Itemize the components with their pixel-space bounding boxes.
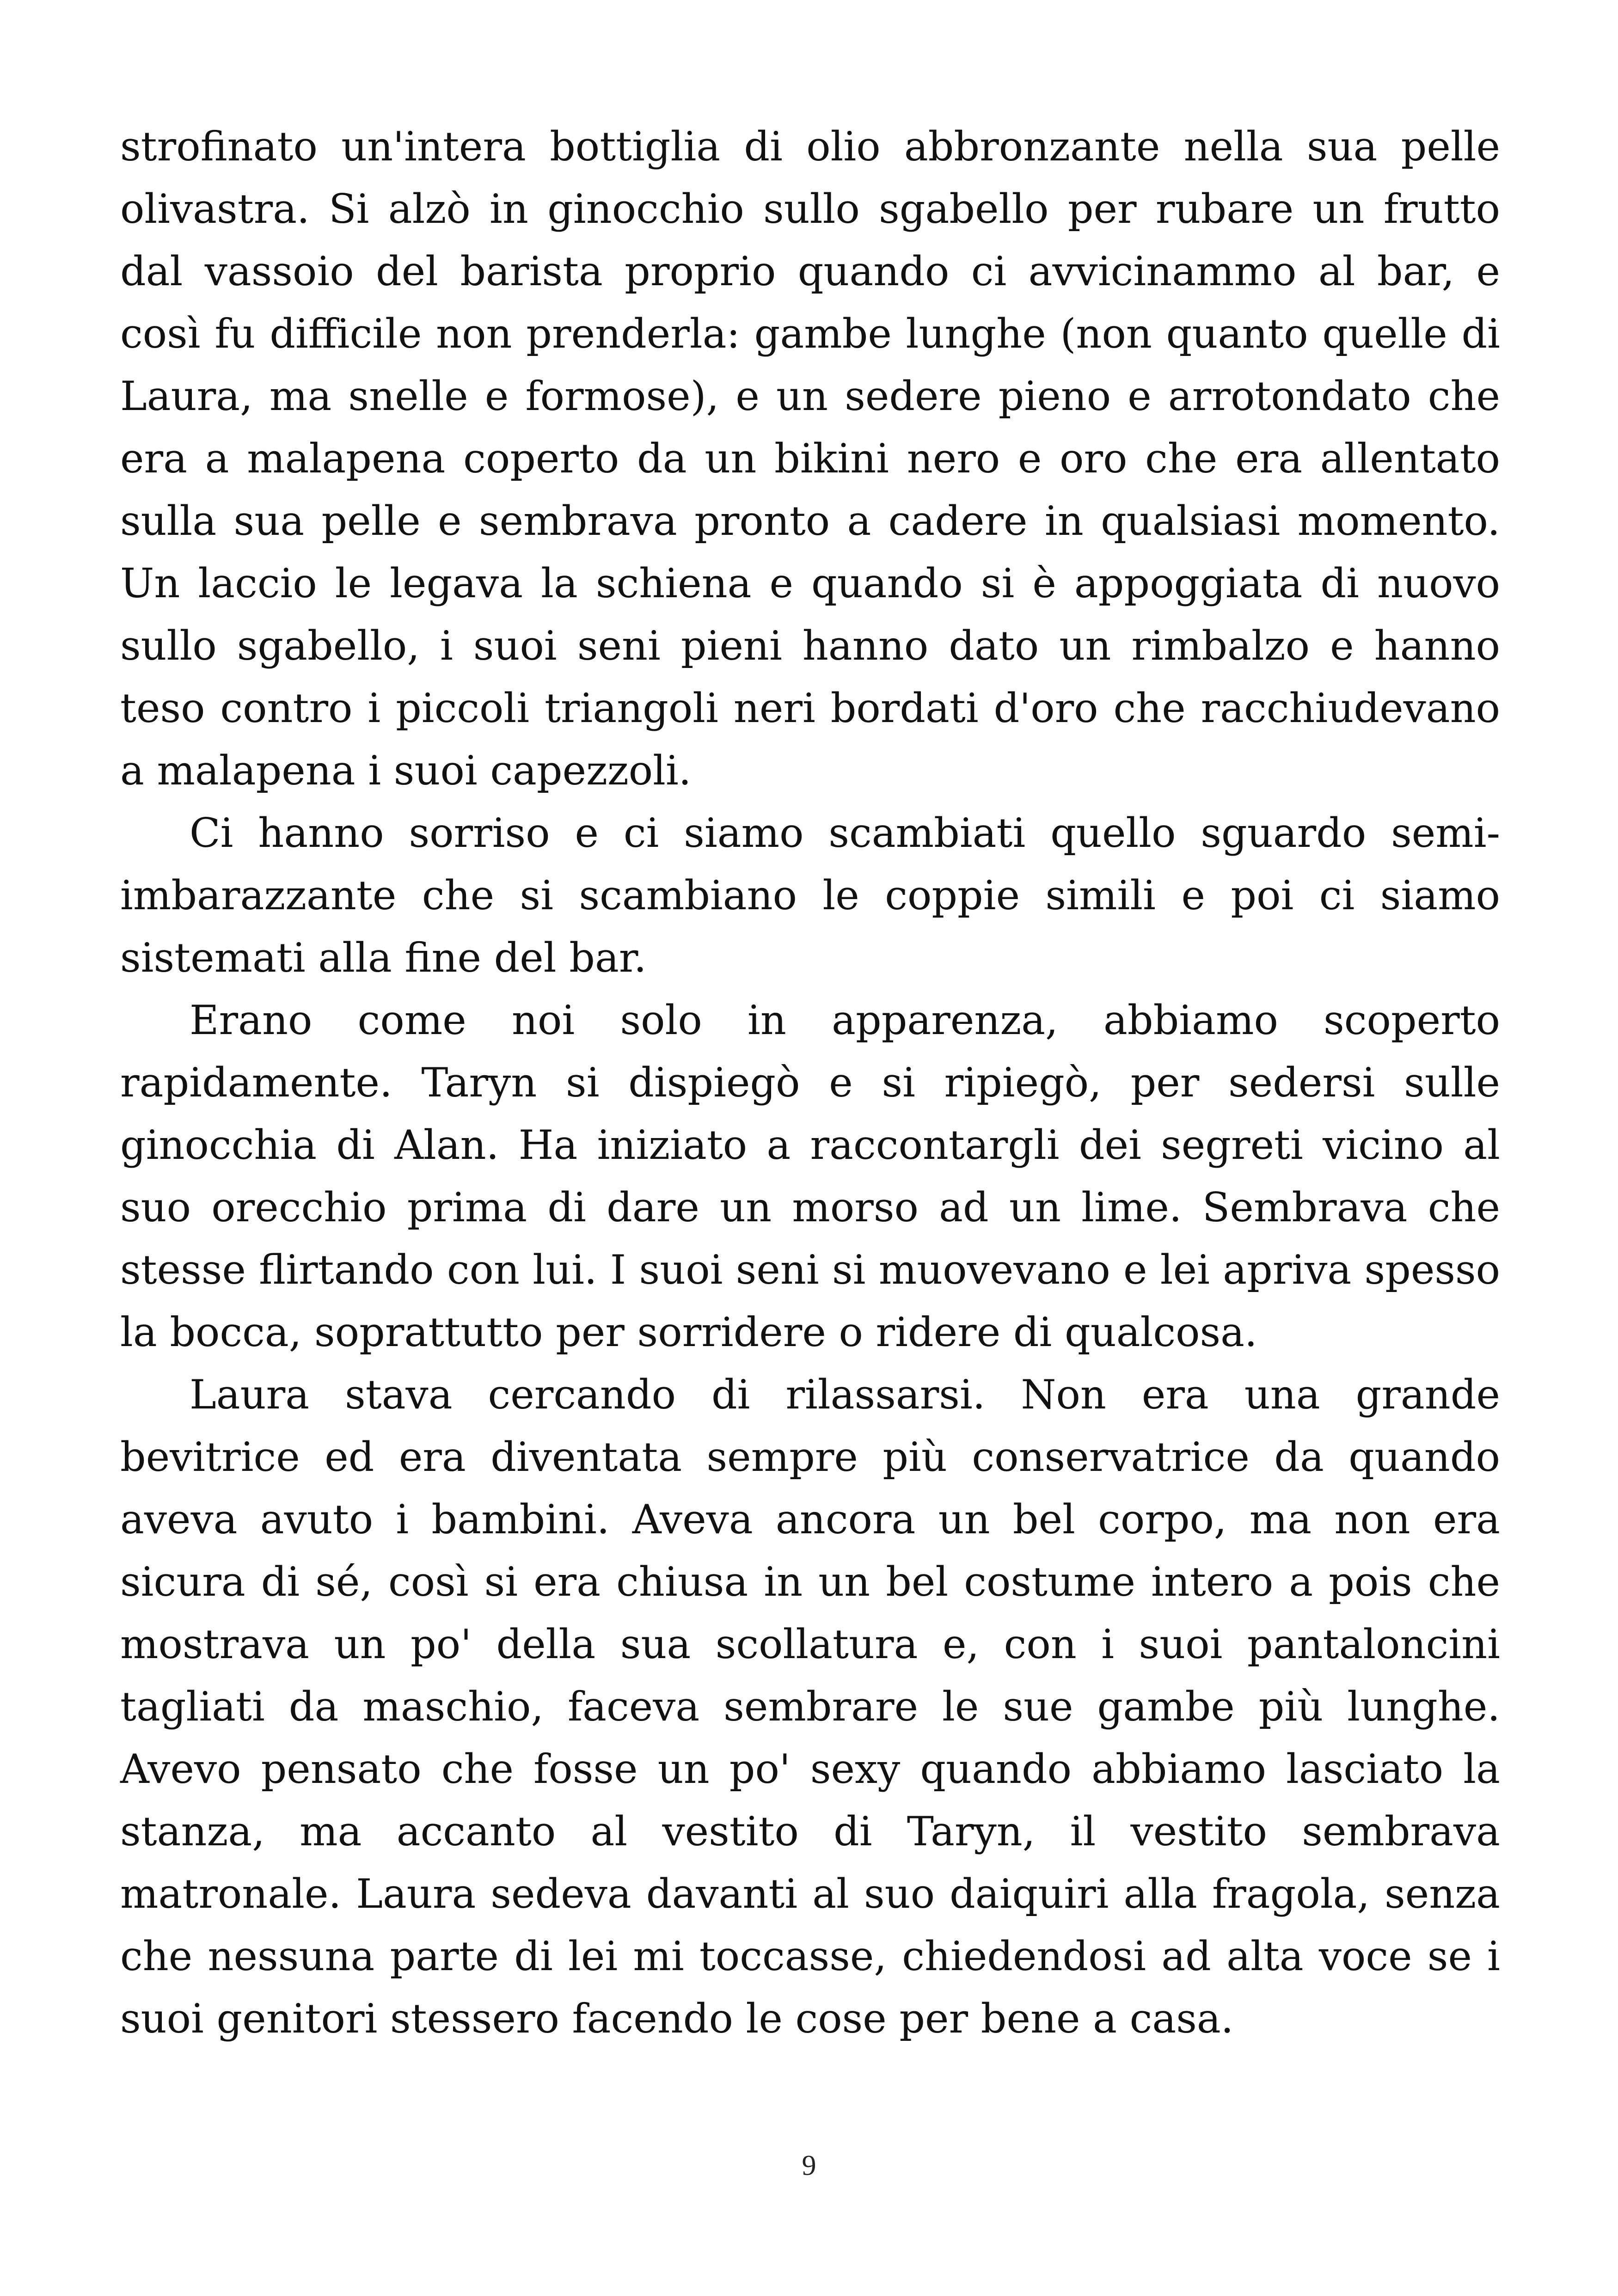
paragraph-continued: strofinato un'intera bottiglia di olio abbronzante nella sua pelle olivastra. Si alzò in ginocchio sullo sgabello per rubare un frutto dal vassoio del barista proprio quando ci avvicinammo al bar, e così fu difficile non prenderla: gambe lunghe (non quanto quelle di Laura, ma snelle e formose), e un sedere pieno e arrotondato che era a malapena coperto da un bikini nero e oro che era allentato sulla sua pelle e sembrava pronto a cadere in qualsiasi momento. Un laccio le legava la schiena e quando si è appoggiata di nuovo sullo sgabello, i suoi seni pieni hanno dato un rimbalzo e hanno teso contro i piccoli triangoli neri bordati d'oro che racchiudevano a malapena i suoi capezzoli. — [120, 123, 1500, 794]
body-text — [120, 116, 1500, 2050]
page-number: 9 — [802, 2150, 816, 2181]
paragraph: Laura stava cercando di rilassarsi. Non era una grande bevitrice ed era diventata sempre più conservatrice da quando aveva avuto i bambini. Aveva ancora un bel corpo, ma non era sicura di sé, così si era chiusa in un bel costume intero a pois che mostrava un po' della sua scollatura e, con i suoi pantaloncini tagliati da maschio, faceva sembrare le sue gambe più lunghe. Avevo pensato che fosse un po' sexy quando abbiamo lasciato la stanza, ma accanto al vestito di Taryn, il vestito sembrava matronale. Laura sedeva davanti al suo daiquiri alla fragola, senza che nessuna parte di lei mi toccasse, chiedendosi ad alta voce se i suoi genitori stessero facendo le cose per bene a casa. — [120, 1371, 1500, 2042]
paragraph: Ci hanno sorriso e ci siamo scambiati quello sguardo semi-imbarazzante che si scambiano le coppie simili e poi ci siamo sistemati alla fine del bar. — [120, 809, 1500, 981]
paragraph: Erano come noi solo in apparenza, abbiamo scoperto rapidamente. Taryn si dispiegò e si ripiegò, per sedersi sulle ginocchia di Alan. Ha iniziato a raccontargli dei segreti vicino al suo orecchio prima di dare un morso ad un lime. Sembrava che stesse flirtando con lui. I suoi seni si muovevano e lei apriva spesso la bocca, soprattutto per sorridere o ridere di qualcosa. — [120, 997, 1500, 1356]
